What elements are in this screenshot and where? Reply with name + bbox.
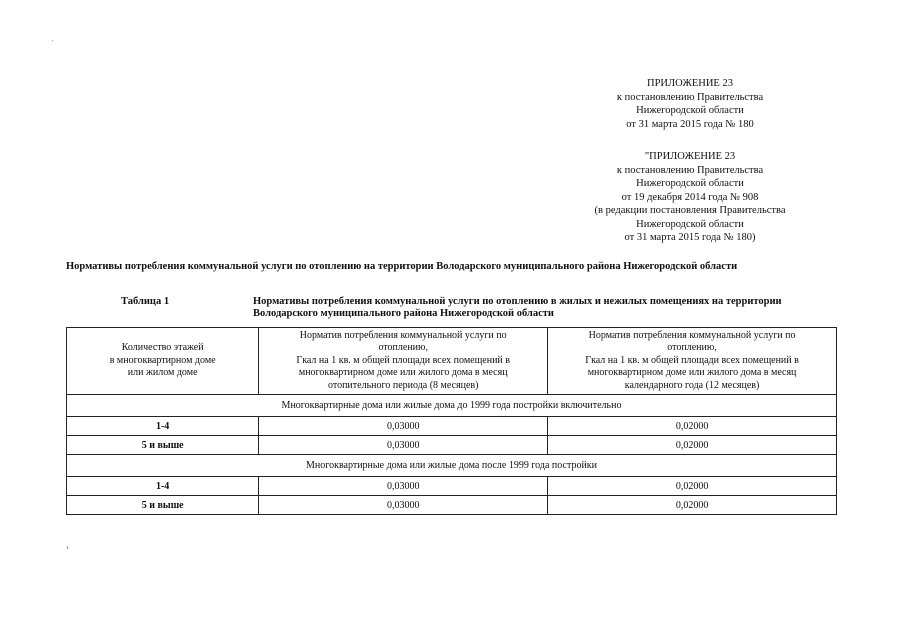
header-line: или жилом доме: [127, 367, 198, 379]
header-line: Норматив потребления коммунальной услуги по: [299, 329, 507, 341]
header-line: отоплению,: [378, 342, 428, 354]
heating-period-cell: 0,03000: [259, 477, 548, 496]
floors-cell: 1-4: [67, 477, 259, 496]
appendix-line: Нижегородской области: [636, 218, 744, 230]
header-line: отопительного периода (8 месяцев): [327, 379, 479, 391]
header-line: Количество этажей: [121, 342, 204, 354]
header-line: Норматив потребления коммунальной услуги по: [588, 329, 796, 341]
table-row: [67, 477, 837, 496]
header-line: календарного года (12 месяцев): [624, 379, 760, 391]
table-row: [67, 496, 837, 515]
appendix-date: от 31 марта 2015 года № 180: [626, 118, 754, 130]
appendix-line: к постановлению Правительства: [616, 91, 764, 103]
appendix-title: "ПРИЛОЖЕНИЕ 23: [644, 151, 736, 162]
scan-speck: [67, 546, 68, 549]
appendix-line: Нижегородской области: [636, 178, 744, 189]
header-line: в многоквартирном доме: [109, 354, 216, 366]
main-heading: Нормативы потребления коммунальной услуги по отоплению на территории Володарского муниципального района Нижегородской области: [66, 261, 738, 272]
header-line: Гкал на 1 кв. м общей площади всех помещений в: [585, 354, 799, 366]
header-floors: [67, 328, 259, 395]
appendix-line: к постановлению Правительства: [616, 164, 764, 176]
calendar-year-cell: 0,02000: [548, 477, 837, 496]
header-line: Гкал на 1 кв. м общей площади всех помещений в: [296, 354, 510, 366]
header-line: отоплению,: [667, 342, 717, 354]
header-heating-period: [259, 328, 548, 395]
header-line: многоквартирном доме или жилого дома в месяц: [298, 367, 508, 379]
heating-period-cell: 0,03000: [259, 417, 548, 436]
appendix-date: от 19 декабря 2014 года № 908: [621, 191, 759, 203]
floors-cell: 5 и выше: [67, 496, 259, 515]
table-row: [67, 417, 837, 436]
appendix-line: (в редакции постановления Правительства: [594, 205, 786, 216]
section-title: Многоквартирные дома или жилые дома после 1999 года постройки: [67, 455, 837, 477]
appendix-date: от 31 марта 2015 года № 180): [624, 232, 756, 243]
appendix-line: Нижегородской области: [636, 105, 744, 116]
appendix-header-current: [540, 77, 840, 131]
header-line: многоквартирном доме или жилого дома в месяц: [587, 367, 797, 379]
appendix-title: ПРИЛОЖЕНИЕ 23: [647, 78, 733, 89]
section-title: Многоквартирные дома или жилые дома до 1999 года постройки включительно: [67, 395, 837, 417]
calendar-year-cell: 0,02000: [548, 417, 837, 436]
floors-cell: 1-4: [67, 417, 259, 436]
table-header-row: [67, 328, 837, 395]
heating-period-cell: 0,03000: [259, 496, 548, 515]
table-title: Нормативы потребления коммунальной услуги по отоплению в жилых и нежилых помещениях на территории Володарского муниципального района Нижегородской области: [253, 296, 782, 319]
table-row: [67, 436, 837, 455]
header-calendar-year: [548, 328, 837, 395]
norms-table: [66, 327, 837, 515]
calendar-year-cell: 0,02000: [548, 436, 837, 455]
heating-period-cell: 0,03000: [259, 436, 548, 455]
floors-cell: 5 и выше: [67, 436, 259, 455]
table-number: Таблица 1: [121, 296, 170, 307]
section-row: [67, 455, 837, 477]
scan-speck: [52, 40, 53, 41]
calendar-year-cell: 0,02000: [548, 496, 837, 515]
appendix-header-original: [540, 150, 840, 245]
section-row: [67, 395, 837, 417]
